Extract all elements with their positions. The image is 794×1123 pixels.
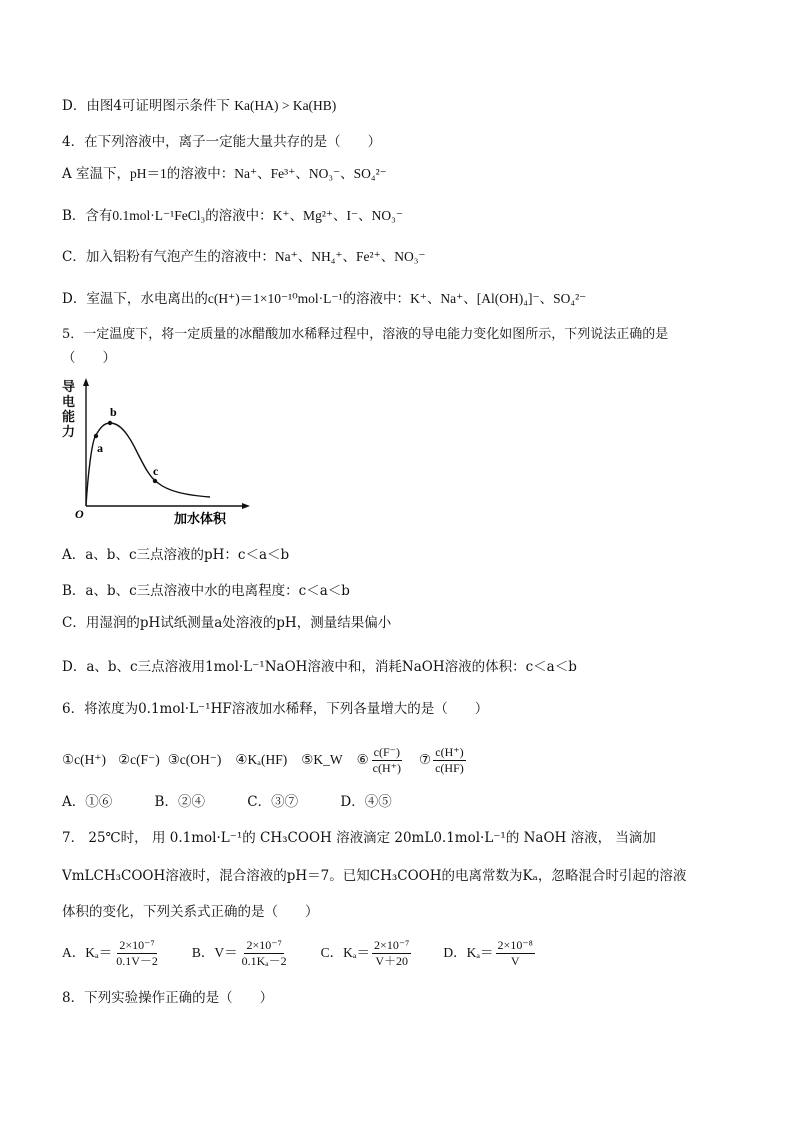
- q7-option-c-lhs: C．Kₐ＝: [320, 945, 371, 960]
- origin-label: O: [75, 507, 84, 521]
- q7-option-d-lhs: D．Kₐ＝: [443, 945, 494, 960]
- conductivity-curve: [86, 423, 210, 506]
- q4-option-d: D．室温下，水电离出的c(H⁺)＝1×10⁻¹⁰mol·L⁻¹的溶液中：K⁺、Na⁺、[Al(OH)₄]⁻、SO₄²⁻: [62, 291, 587, 307]
- q6-item-6-mark: ⑥: [356, 752, 369, 767]
- q6-items: [62, 736, 468, 784]
- q7-option-a-lhs: A．Kₐ＝: [62, 945, 113, 960]
- q5-paren: （ ）: [62, 350, 116, 366]
- q6-item-7-mark: ⑦: [419, 752, 432, 767]
- q5-option-c: C．用湿润的pH试纸测量a处溶液的pH，测量结果偏小: [62, 615, 392, 631]
- q5-stem: 5．一定温度下，将一定质量的冰醋酸加水稀释过程中，溶液的导电能力变化如图所示，下列说法正确的是: [62, 327, 669, 342]
- q4-stem: 4．在下列溶液中，离子一定能大量共存的是（ ）: [62, 134, 382, 150]
- q6-stem: 6．将浓度为0.1mol·L⁻¹HF溶液加水稀释，下列各量增大的是（ ）: [62, 701, 489, 717]
- q8-stem: 8．下列实验操作正确的是（ ）: [62, 990, 274, 1006]
- q4-option-b: B．含有0.1mol·L⁻¹FeCl₃的溶液中：K⁺、Mg²⁺、I⁻、NO₃⁻: [62, 208, 403, 224]
- point-c-marker: [153, 479, 157, 483]
- q6-choice-a: A．①⑥: [62, 794, 113, 810]
- q5-option-b: B．a、b、c三点溶液中水的电离程度：c＜a＜b: [62, 583, 350, 599]
- q4-option-a: A 室温下，pH＝1的溶液中：Na⁺、Fe³⁺、NO₃⁻、SO₄²⁻: [62, 166, 387, 182]
- q7-option-a-fraction: $\frac{\text{2×10⁻⁷}}{0.1V-2}$: [116, 937, 158, 968]
- conductivity-chart-svg: [62, 378, 252, 528]
- q6-item-2: ②c(F⁻): [117, 752, 160, 767]
- q7-line-1: 7． 25℃时， 用 0.1mol·L⁻¹的 CH₃COOH 溶液滴定 20mL0.1mol·L⁻¹的 NaOH 溶液， 当滴加: [62, 830, 656, 846]
- q3-option-d: D．由图4可证明图示条件下 Ka(HA) > Ka(HB): [62, 98, 337, 114]
- q7-line-2: VmLCH₃COOH溶液时，混合溶液的pH＝7。已知CH₃COOH的电离常数为Kₐ，忽略混合时引起的溶液: [62, 868, 687, 884]
- q7-option-d-fraction: $\frac{\text{2×10⁻⁸}}{V}$: [497, 937, 533, 968]
- q7-option-b-lhs: B．V＝: [191, 945, 238, 960]
- y-axis-label: 导电能力: [62, 380, 76, 440]
- x-axis-arrow: [242, 503, 250, 509]
- point-b-label: b: [110, 405, 117, 419]
- q6-item-7-fraction: $\frac{c(H^+)}{c(HF)}$: [435, 744, 464, 775]
- q6-choice-d: D．④⑤: [340, 794, 392, 810]
- x-axis-label: 加水体积: [174, 512, 227, 527]
- point-c-label: c: [153, 464, 159, 478]
- point-a-label: a: [97, 441, 103, 455]
- q7-options: [62, 930, 537, 976]
- point-a-marker: [94, 434, 98, 438]
- conductivity-chart: [62, 378, 252, 528]
- q6-item-6-fraction: $\frac{c(F^-)}{c(H^+)}$: [372, 744, 401, 775]
- y-axis-arrow: [83, 378, 89, 386]
- point-b-marker: [108, 421, 112, 425]
- q6-item-1: ①c(H⁺): [62, 752, 106, 767]
- q5-option-d: D．a、b、c三点溶液用1mol·L⁻¹NaOH溶液中和，消耗NaOH溶液的体积：c＜a＜b: [62, 659, 577, 675]
- q6-item-4: ④Kₐ(HF): [235, 752, 288, 767]
- q6-choice-c: C．③⑦: [247, 794, 299, 810]
- q6-item-5: ⑤K_W: [301, 752, 343, 767]
- q4-option-c: C．加入铝粉有气泡产生的溶液中：Na⁺、NH₄⁺、Fe²⁺、NO₃⁻: [62, 249, 426, 265]
- q7-option-c-fraction: $\frac{\text{2×10⁻⁷}}{V+20}$: [374, 937, 410, 968]
- q6-item-3: ③c(OH⁻): [167, 752, 222, 767]
- q7-line-3: 体积的变化，下列关系式正确的是（ ）: [62, 904, 319, 920]
- q6-choice-b: B．②④: [154, 794, 205, 810]
- q6-choices: [62, 792, 392, 812]
- q5-option-a: A．a、b、c三点溶液的pH：c＜a＜b: [62, 547, 290, 563]
- q7-option-b-fraction: $\frac{\text{2×10⁻⁷}}{\text{0.1Kₐ－2}}$: [241, 937, 287, 968]
